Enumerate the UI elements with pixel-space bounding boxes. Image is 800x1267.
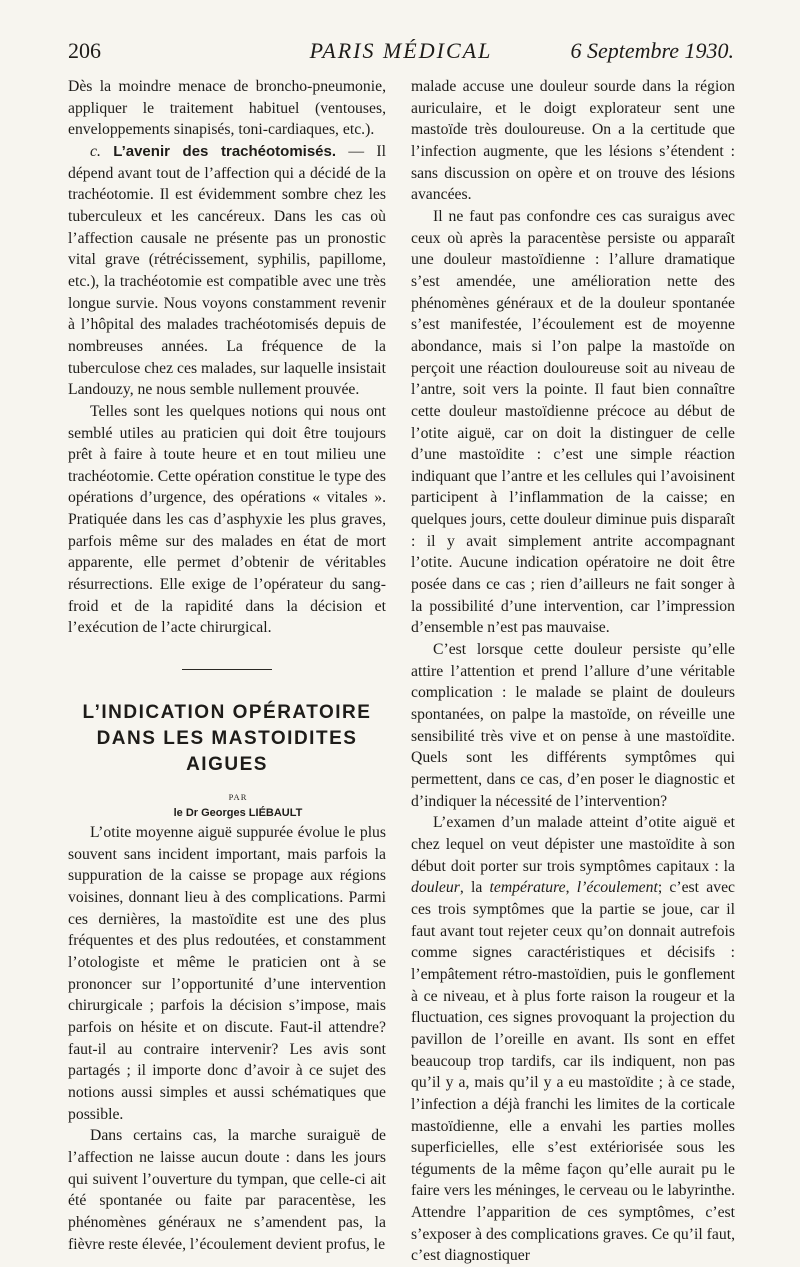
text-run: L’examen d’un malade atteint d’otite aiguë et chez lequel on veut dépister une mastoïdite à son début doit porter sur trois symptômes capitaux : la: [411, 814, 735, 875]
left-column: [68, 76, 387, 1253]
journal-title: PARIS MÉDICAL: [309, 38, 493, 63]
right-column: [411, 76, 735, 1265]
paragraph-cas-suraigus: Il ne faut pas confondre ces cas suraigus avec ceux où après la paracentèse persiste ou apparaît une douleur mastoïdienne : l’allure dramatique s’est amendée, une amélioration nette des phénomènes généraux et de la douleur spontanée s’est manifestée, l’écoulement est de moyenne abondance, mais si l’on palpe la mastoïde on perçoit une réaction douloureuse soit au niveau de l’antre, soit vers la pointe. Il faut bien connaître cette douleur mastoïdienne précoce au début de l’otite aiguë, car on doit la distinguer de celle d’une mastoïdite : c’est une simple réaction indiquant que l’antre et les cellules qui l’avoisinent participent à l’inflammation de la caisse; en quelques jours, cette douleur diminue puis disparaît : il y avait simplement antrite accompagnant l’otite. Aucune indication opératoire ne doit être posée dans ce cas ; rien d’ailleurs ne fait songer à la possibilité d’une intervention, car l’impression d’ensemble n’est pas mauvaise.: [411, 207, 735, 637]
article-title-line-3: AIGUES: [186, 754, 268, 776]
paragraph-broncho-pneumonie: Dès la moindre menace de broncho-pneumonie, appliquer le traitement habituel (ventouses, enveloppements sinapisés, toni-cardiaques, etc.).: [68, 78, 386, 139]
text-run: ,: [565, 879, 577, 897]
paragraph-avenir-trachéotomisés: [68, 141, 386, 401]
paragraph-examen-malade: [411, 812, 735, 1267]
page-number: 206: [68, 38, 101, 63]
paragraph-marche-suraigue: Dans certains cas, la marche suraiguë de l’affection ne laisse aucun doute : dans les jours qui suivent l’ouverture du tympan, que celle-ci ait été spontanée ou faite par paracentèse, les phénomènes généraux ne s’amendent pas, la fièvre reste élevée, l’écoulement devient profus, le: [68, 1127, 386, 1253]
emphasis-ecoulement: l’écoulement: [576, 879, 658, 897]
section-divider: [182, 669, 272, 670]
subsection-title: L’avenir des trachéotomisés.: [113, 142, 337, 160]
paragraph-otite-moyenne: L’otite moyenne aiguë suppurée évolue le plus souvent sans incident important, mais parfois la suppuration de la caisse se propage aux régions voisines, donnant lieu à des complications. Parmi ces dernières, la mastoïdite est une des plus fréquentes et des plus redoutées, et constamment l’otologiste et même le praticien ont à se prononcer sur l’opportunité d’une intervention chirurgicale ; parfois la décision s’impose, mais parfois on hésite et on discute. Faut-il attendre? faut-il au contraire intervenir? Les avis sont partagés ; il importe donc d’avoir à ce sujet des notions aussi simples et aussi schématiques que possible.: [68, 824, 386, 1123]
subsection-body: — Il dépend avant tout de l’affection qui a décidé de la trachéotomie. Il est évidemment sombre chez les tuberculeux et les cancéreux. Dans les cas où l’affection causale ne présente pas un pronostic vital grave (rétrécissement, syphilis, papillome, etc.), la trachéotomie est compatible avec une très longue survie. Nous voyons constamment revenir à l’hôpital des malades trachéotomisés depuis de nombreuses années. La fréquence de la tuberculose chez ces malades, sur laquelle insistait Landouzy, ne nous semble nullement prouvée.: [68, 142, 387, 399]
paragraph-douleur-persiste: C’est lorsque cette douleur persiste qu’elle attire l’attention et prend l’allure d’une véritable complication : le malade se plaint de douleurs spontanées, on palpe la mastoïde, on réveille une sensibilité très vive et on pense à une mastoïdite. Quels sont les différents symptômes qui permettent, dans ce cas, d’en poser le diagnostic et d’indiquer la nécessité de l’intervention?: [411, 641, 735, 810]
byline-author: le Dr Georges LIÉBAULT: [173, 807, 303, 820]
paragraph-conclusion: Telles sont les quelques notions qui nous ont semblé utiles au praticien qui doit être toujours prêt à faire à toute heure et en tout milieu une trachéotomie. Cette opération constitue le type des opérations d’urgence, des opérations « vitales ». Pratiquée dans les cas d’asphyxie les plus graves, parfois même sur des malades en état de mort apparente, elle permet d’obtenir de véritables résurrections. Elle exige de l’opérateur du sang-froid et de la rapidité dans la décision et l’exécution de l’acte chirurgical.: [68, 402, 386, 637]
article-title-line-2: DANS LES MASTOIDITES: [96, 728, 358, 750]
text-run: , la: [459, 879, 490, 897]
text-run: ; c’est avec ces trois symptômes que la partie se joue, car il faut avant tout rejeter ceux qu’on donnait autrefois comme signes caractéristiques et décisifs : l’empâtement rétro-mastoïdien, puis le gonflement à ce niveau, et à plus forte raison la rougeur et la fluctuation, ces signes provoquant la projection du pavillon de l’oreille en avant. Ils sont en effet beaucoup trop tardifs, car ils indiquent, non pas qu’il y a, mais qu’il y a eu mastoïdite ; à ce stade, l’infection a déjà franchi les limites de la corticale mastoïdienne, elle a envahi les parties molles superficielles, elle s’est extériorisée sous les téguments de la même façon qu’elle aurait pu le faire vers les méninges, le cerveau ou le labyrinthe. Attendre l’apparition de ces symptômes, c’est s’exposer à des complications graves. Ce qu’il faut, c’est diagnostiquer: [411, 879, 735, 1265]
article-title: [68, 700, 386, 778]
emphasis-temperature: température: [489, 879, 566, 897]
running-header: [68, 38, 734, 68]
article-title-line-1: L’INDICATION OPÉRATOIRE: [82, 702, 372, 724]
issue-date: 6 Septembre 1930.: [570, 38, 734, 63]
paragraph-continuation: malade accuse une douleur sourde dans la région auriculaire, et le doigt explorateur sent une mastoïde très douloureuse. On a la certitude que l’infection augmente, que les lésions s’étendent : sans discussion on opère et on trouve des lésions avancées.: [411, 78, 735, 204]
subsection-label: c.: [90, 142, 101, 160]
byline-par: PAR: [228, 792, 248, 803]
emphasis-douleur: douleur: [411, 879, 460, 897]
